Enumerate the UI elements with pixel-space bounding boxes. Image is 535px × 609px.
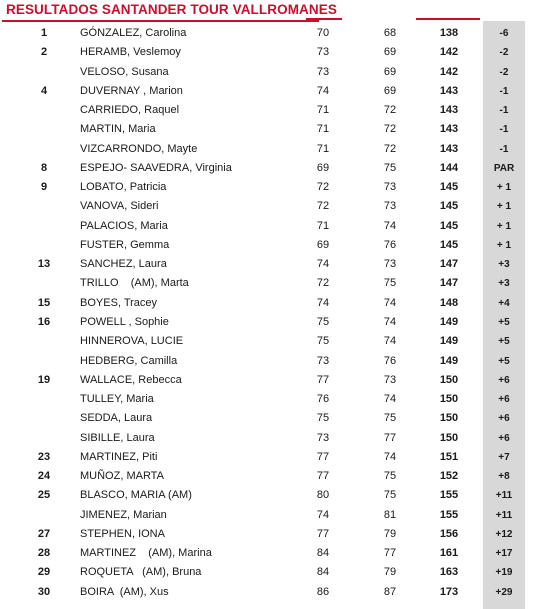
table-row (0, 563, 535, 582)
total-score-cell: 149 (439, 354, 459, 367)
table-row (0, 236, 535, 255)
round2-score-cell: 72 (383, 123, 397, 136)
player-name-cell: SIBILLE, Laura (80, 431, 155, 444)
round2-score-cell: 79 (383, 566, 397, 579)
round1-score-cell: 77 (316, 527, 330, 540)
player-name-cell: GÓNZALEZ, Carolina (80, 27, 187, 39)
total-score-cell: 147 (439, 277, 459, 290)
table-row (0, 506, 535, 525)
total-score-cell: 144 (439, 161, 459, 174)
total-score-cell: 143 (439, 123, 459, 136)
to-par-cell: PAR (493, 162, 515, 174)
table-row (0, 467, 535, 486)
player-name-cell: MUÑOZ, MARTA (80, 470, 164, 483)
table-row (0, 120, 535, 139)
table-row (0, 43, 535, 62)
player-name-cell: TULLEY, Maria (80, 393, 154, 406)
round1-score-cell: 73 (316, 65, 330, 78)
player-name-cell: BOIRA (AM), Xus (80, 585, 169, 598)
player-name-cell: MARTINEZ (AM), Marina (80, 547, 212, 560)
table-row (0, 332, 535, 351)
table-row (0, 371, 535, 390)
total-score-cell: 150 (439, 373, 459, 386)
table-row (0, 140, 535, 159)
player-name-cell: LOBATO, Patricia (80, 181, 167, 194)
player-name-cell: HINNEROVA, LUCIE (80, 335, 184, 348)
total-score-cell: 138 (439, 27, 459, 39)
to-par-cell: +6 (498, 374, 510, 386)
round1-score-cell: 70 (316, 27, 330, 39)
total-score-cell: 142 (439, 65, 459, 78)
total-score-cell: 156 (439, 527, 459, 540)
player-name-cell: HERAMB, Veslemoy (80, 46, 181, 59)
player-name-cell: CARRIEDO, Raquel (80, 104, 180, 117)
player-name-cell: WALLACE, Rebecca (80, 373, 182, 386)
total-score-cell: 143 (439, 104, 459, 117)
table-row (0, 313, 535, 332)
round2-score-cell: 74 (383, 335, 397, 348)
position-cell: 9 (40, 181, 48, 194)
total-score-cell: 150 (439, 393, 459, 406)
table-row (0, 409, 535, 428)
total-score-cell: 173 (439, 585, 459, 598)
table-row (0, 448, 535, 467)
round2-score-cell: 75 (383, 161, 397, 174)
player-name-cell: SANCHEZ, Laura (80, 258, 167, 271)
table-row (0, 255, 535, 274)
player-name-cell: SEDDA, Laura (80, 412, 153, 425)
total-score-cell: 163 (439, 566, 459, 579)
player-name-cell: MARTINEZ, Piti (80, 450, 158, 463)
position-cell: 23 (37, 450, 51, 463)
round1-score-cell: 71 (316, 123, 330, 136)
round2-score-cell: 74 (383, 219, 397, 232)
round1-score-cell: 73 (316, 354, 330, 367)
position-cell: 19 (37, 373, 51, 386)
total-score-cell: 149 (439, 315, 459, 328)
player-name-cell: VIZCARRONDO, Mayte (80, 142, 198, 155)
round2-score-cell: 74 (383, 450, 397, 463)
total-score-cell: 155 (439, 489, 459, 502)
round1-score-cell: 71 (316, 142, 330, 155)
to-par-cell: -2 (499, 47, 509, 59)
table-row (0, 486, 535, 505)
to-par-cell: -1 (499, 85, 509, 97)
page-title: RESULTADOS SANTANDER TOUR VALLROMANES (6, 2, 337, 17)
position-cell: 28 (37, 547, 51, 560)
table-row (0, 63, 535, 82)
total-score-cell: 155 (439, 508, 459, 521)
round2-score-cell: 75 (383, 277, 397, 290)
player-name-cell: BOYES, Tracey (80, 296, 158, 309)
round2-score-cell: 73 (383, 200, 397, 213)
player-name-cell: ROQUETA (AM), Bruna (80, 566, 202, 579)
round1-score-cell: 75 (316, 315, 330, 328)
results-table (0, 24, 535, 602)
total-score-cell: 151 (439, 450, 459, 463)
round2-score-cell: 87 (383, 585, 397, 598)
round1-score-cell: 75 (316, 412, 330, 425)
table-row (0, 429, 535, 448)
total-score-cell: 145 (439, 200, 459, 213)
to-par-cell: -6 (499, 28, 509, 39)
to-par-cell: +11 (495, 509, 513, 521)
position-cell: 4 (40, 84, 48, 97)
position-cell: 1 (40, 27, 48, 39)
to-par-cell: +17 (495, 548, 513, 560)
round1-score-cell: 77 (316, 373, 330, 386)
round1-score-cell: 72 (316, 181, 330, 194)
round1-score-cell: 74 (316, 84, 330, 97)
to-par-cell: + 1 (496, 239, 512, 251)
player-name-cell: MARTIN, Maria (80, 123, 156, 136)
total-score-cell: 145 (439, 181, 459, 194)
position-cell: 27 (37, 527, 51, 540)
table-row (0, 390, 535, 409)
round1-score-cell: 71 (316, 219, 330, 232)
to-par-cell: +12 (495, 528, 513, 540)
round2-score-cell: 73 (383, 181, 397, 194)
to-par-cell: +6 (498, 413, 510, 425)
round1-score-cell: 74 (316, 258, 330, 271)
round2-score-cell: 74 (383, 393, 397, 406)
round2-score-cell: 68 (383, 27, 397, 39)
table-row (0, 82, 535, 101)
round1-score-cell: 73 (316, 46, 330, 59)
to-par-cell: +5 (498, 316, 510, 328)
to-par-cell: + 1 (496, 182, 512, 194)
table-row (0, 525, 535, 544)
round2-score-cell: 75 (383, 489, 397, 502)
player-name-cell: VANOVA, Sideri (80, 200, 159, 213)
table-row (0, 217, 535, 236)
position-cell: 2 (40, 46, 48, 59)
player-name-cell: DUVERNAY , Marion (80, 84, 183, 97)
round2-score-cell: 74 (383, 315, 397, 328)
to-par-cell: -1 (499, 143, 509, 155)
position-cell: 13 (37, 258, 51, 271)
round2-score-cell: 75 (383, 470, 397, 483)
round2-score-cell: 76 (383, 238, 397, 251)
to-par-cell: +4 (498, 297, 510, 309)
player-name-cell: PALACIOS, Maria (80, 219, 168, 232)
table-row (0, 159, 535, 178)
round1-score-cell: 71 (316, 104, 330, 117)
total-score-cell: 161 (439, 547, 459, 560)
to-par-cell: +8 (498, 471, 510, 483)
position-cell: 15 (37, 296, 51, 309)
to-par-cell: -1 (499, 105, 509, 117)
total-score-cell: 143 (439, 84, 459, 97)
round2-score-cell: 77 (383, 431, 397, 444)
round1-score-cell: 80 (316, 489, 330, 502)
round2-score-cell: 69 (383, 65, 397, 78)
to-par-cell: +6 (498, 394, 510, 406)
total-score-cell: 152 (439, 470, 459, 483)
round1-score-cell: 74 (316, 508, 330, 521)
round2-score-cell: 75 (383, 412, 397, 425)
round1-score-cell: 72 (316, 277, 330, 290)
to-par-cell: +5 (498, 336, 510, 348)
round1-score-cell: 69 (316, 238, 330, 251)
total-score-cell: 147 (439, 258, 459, 271)
round1-score-cell: 77 (316, 450, 330, 463)
total-score-cell: 145 (439, 219, 459, 232)
round2-score-cell: 73 (383, 258, 397, 271)
round1-score-cell: 76 (316, 393, 330, 406)
position-cell: 29 (37, 566, 51, 579)
to-par-cell: +5 (498, 355, 510, 367)
position-cell: 30 (37, 585, 51, 598)
round1-score-cell: 84 (316, 547, 330, 560)
round1-score-cell: 73 (316, 431, 330, 444)
player-name-cell: STEPHEN, IONA (80, 527, 165, 540)
player-name-cell: HEDBERG, Camilla (80, 354, 178, 367)
position-cell: 24 (37, 470, 51, 483)
to-par-cell: +3 (498, 278, 510, 290)
to-par-cell: +3 (498, 259, 510, 271)
round1-score-cell: 77 (316, 470, 330, 483)
player-name-cell: VELOSO, Susana (80, 65, 169, 78)
round2-score-cell: 72 (383, 142, 397, 155)
round2-score-cell: 73 (383, 373, 397, 386)
player-name-cell: TRILLO (AM), Marta (80, 277, 189, 290)
to-par-cell: -2 (499, 66, 509, 78)
total-score-cell: 148 (439, 296, 459, 309)
table-row (0, 544, 535, 563)
player-name-cell: BLASCO, MARIA (AM) (80, 489, 192, 502)
to-par-cell: +29 (495, 586, 513, 598)
table-row (0, 274, 535, 293)
to-par-cell: +11 (495, 490, 513, 502)
round2-score-cell: 79 (383, 527, 397, 540)
title-underline (2, 20, 319, 22)
total-score-cell: 145 (439, 238, 459, 251)
round1-header-line (306, 18, 342, 20)
total-score-cell: 150 (439, 431, 459, 444)
player-name-cell: ESPEJO- SAAVEDRA, Virginia (80, 161, 232, 174)
position-cell: 25 (37, 489, 51, 502)
round2-score-cell: 72 (383, 104, 397, 117)
round2-score-cell: 81 (383, 508, 397, 521)
table-row (0, 197, 535, 216)
to-par-cell: +7 (498, 451, 510, 463)
round1-score-cell: 74 (316, 296, 330, 309)
table-row (0, 24, 535, 43)
to-par-cell: + 1 (496, 201, 512, 213)
total-header-line (416, 18, 480, 20)
total-score-cell: 142 (439, 46, 459, 59)
round2-score-cell: 69 (383, 46, 397, 59)
round2-score-cell: 77 (383, 547, 397, 560)
table-row (0, 178, 535, 197)
total-score-cell: 143 (439, 142, 459, 155)
round2-score-cell: 76 (383, 354, 397, 367)
player-name-cell: JIMENEZ, Marian (80, 508, 167, 521)
table-row (0, 294, 535, 313)
player-name-cell: POWELL , Sophie (80, 315, 169, 328)
position-cell: 8 (40, 161, 48, 174)
to-par-cell: +19 (495, 567, 513, 579)
table-row (0, 583, 535, 602)
table-row (0, 352, 535, 371)
table-row (0, 101, 535, 120)
to-par-cell: +6 (498, 432, 510, 444)
total-score-cell: 149 (439, 335, 459, 348)
round1-score-cell: 72 (316, 200, 330, 213)
round2-score-cell: 69 (383, 84, 397, 97)
round2-score-cell: 74 (383, 296, 397, 309)
to-par-cell: + 1 (496, 220, 512, 232)
player-name-cell: FUSTER, Gemma (80, 238, 170, 251)
round1-score-cell: 86 (316, 585, 330, 598)
total-score-cell: 150 (439, 412, 459, 425)
to-par-cell: -1 (499, 124, 509, 136)
position-cell: 16 (37, 315, 51, 328)
round1-score-cell: 84 (316, 566, 330, 579)
round1-score-cell: 75 (316, 335, 330, 348)
round1-score-cell: 69 (316, 161, 330, 174)
